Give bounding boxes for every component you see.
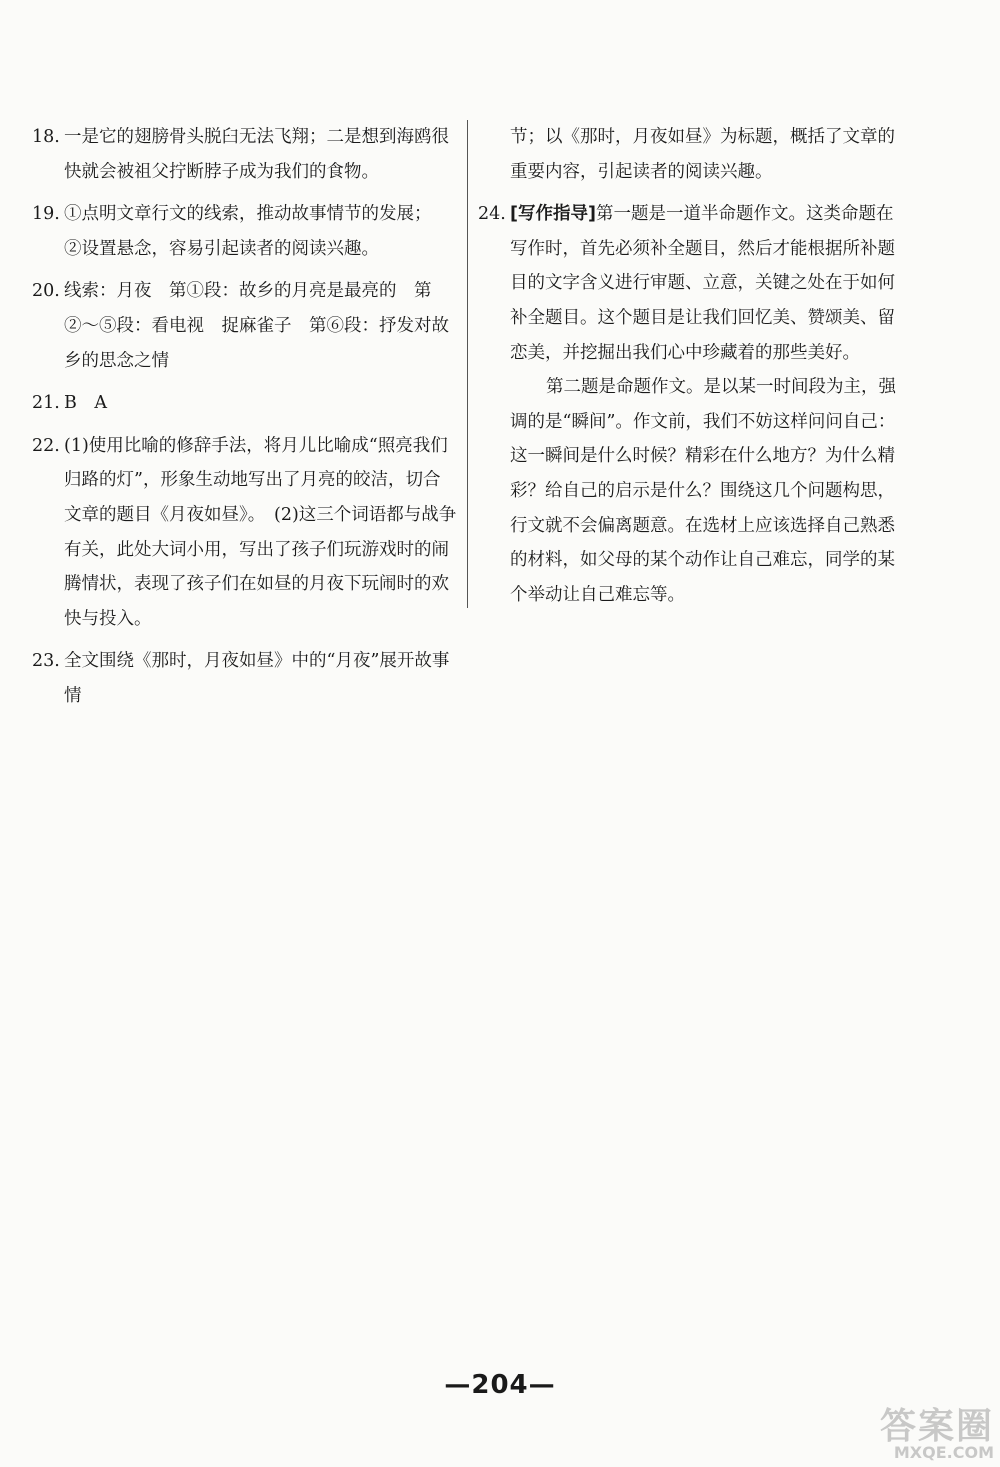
- answer-23-continued: 节；以《那时，月夜如昼》为标题，概括了文章的重要内容，引起读者的阅读兴趣。: [510, 127, 895, 182]
- answer-23: [32, 644, 457, 713]
- answer-number: 24.: [478, 204, 506, 225]
- writing-guide-tag: [写作指导]: [510, 204, 596, 225]
- answer-text: B A: [64, 393, 107, 414]
- answer-19: [32, 197, 457, 266]
- watermark-logo-text: 答案圈: [879, 1406, 994, 1447]
- answer-line: ①点明文章行文的线索，推动故事情节的发展；: [64, 204, 432, 225]
- answer-24: [478, 197, 910, 370]
- answer-line: 线索：月夜 第①段：故乡的月亮是最亮的 第: [64, 281, 432, 302]
- answer-text: (1)使用比喻的修辞手法，将月儿比喻成“照亮我们归路的灯”，形象生动地写出了月亮的皎洁，切合文章的题目《月夜如昼》。 (2)这三个词语都与战争有关，此处大词小用，写出了孩子们玩游戏时的闹腾情状，表现了孩子们在如昼的月夜下玩闹时的欢快与投入。: [64, 435, 457, 629]
- answer-number: 18.: [32, 127, 60, 147]
- answer-text: 一是它的翅膀骨头脱臼无法飞翔；二是想到海鸥很快就会被祖父拧断脖子成为我们的食物。: [64, 127, 449, 182]
- answer-text: 第一题是一道半命题作文。这类命题在写作时，首先必须补全题目，然后才能根据所补题目的文字含义进行审题、立意，关键之处在于如何补全题目。这个题目是让我们回忆美、赞颂美、留恋美，并挖掘出我们心中珍藏着的那些美好。: [510, 204, 895, 363]
- answer-text: 全文围绕《那时，月夜如昼》中的“月夜”展开故事情: [64, 651, 450, 706]
- answer-21: [32, 386, 457, 421]
- answer-number: 20.: [32, 281, 60, 302]
- answer-line: ②～⑤段：看电视 捉麻雀子 第⑥段：抒发对故: [64, 315, 449, 336]
- watermark-site: MXQE.COM: [893, 1443, 994, 1462]
- answer-18: [32, 120, 457, 189]
- column-divider: [467, 120, 468, 608]
- answer-20: [32, 274, 457, 378]
- answer-line: 乡的思念之情: [64, 350, 169, 371]
- watermark-logo: [758, 1398, 994, 1462]
- answer-24-paragraph-2: 第二题是命题作文。是以某一时间段为主，强调的是“瞬间”。作文前，我们不妨这样问问自己：这一瞬间是什么时候？精彩在什么地方？为什么精彩？给自己的启示是什么？围绕这几个问题构思，行文就不会偏离题意。在选材上应该选择自己熟悉的材料，如父母的某个动作让自己难忘，同学的某个举动让自己难忘等。: [510, 377, 896, 605]
- answer-number: 21.: [32, 393, 60, 414]
- answer-number: 23.: [32, 651, 60, 672]
- page-number: —204—: [444, 1370, 556, 1400]
- answer-line: ②设置悬念，容易引起读者的阅读兴趣。: [64, 238, 379, 259]
- answer-number: 22.: [32, 435, 60, 456]
- left-column: [32, 120, 457, 714]
- answer-number: 19.: [32, 204, 60, 225]
- right-column: [478, 120, 910, 612]
- answer-22: [32, 429, 457, 637]
